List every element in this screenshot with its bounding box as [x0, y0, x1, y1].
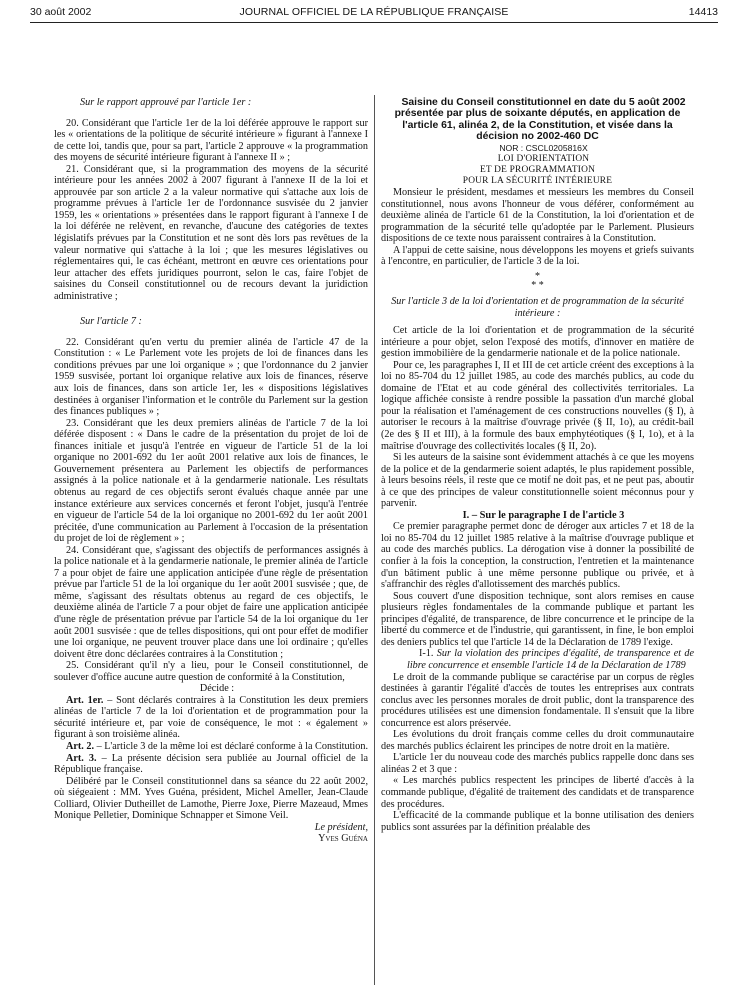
law-title-line-3: POUR LA SÉCURITÉ INTÉRIEURE: [462, 176, 613, 187]
page-header: [30, 6, 718, 22]
law-title-line-1: LOI D'ORIENTATION: [497, 154, 590, 165]
asterism: [381, 272, 694, 290]
sub-subsection-heading: [381, 648, 694, 671]
article-1-text: – Sont déclarés contraires à la Constitution les deux premiers alinéas de l'article 7 de la loi d'orientation et de programmation pour la sécurité intérieure et, par voie de conséquence, le mot : « également » figurant à son troisième alinéa.: [54, 694, 368, 741]
paragraph-24: 24. Considérant que, s'agissant des objectifs de performances assignés à la police nationale et à la gendarmerie nationale, le premier alinéa de l'article 7 a pour objet de faire une application anticipée d'une règle de présentation prévue par l'article 51 de la loi organique du 1er août 2001 susvisée ; que, de même, s'agissant des résultats obtenus au regard de ces objectifs, le deuxième alinéa de l'article 7 a pour objet de faire une application anticipée d'une règle de présentation prévue par l'article 54 de la loi organique du 1er août 2001 susvisée : que de telles dispositions, qui ont pour effet de modifier une loi organique, ne peuvent trouver place dans une loi ordinaire ; qu'elles doivent être donc déclarées contraires à la Constitution ;: [54, 544, 368, 660]
decide-heading: Décide :: [199, 683, 235, 695]
article-2: [54, 741, 368, 753]
quotation: « Les marchés publics respectent les principes de liberté d'accès à la commande publique, d'égalité de traitement des candidats et de transparence des procédures.: [381, 775, 694, 810]
paragraph-22: 22. Considérant qu'en vertu du premier alinéa de l'article 47 de la Constitution : « Le Parlement vote les projets de loi de finances dans les conditions prévues par une loi organique » ; que l'ordonnance du 2 janvier 1959 susvisée, portant loi organique relative aux lois de finances, réserve aux lois de finances, dans son article 1er, les « dispositions législatives destinées à organiser l'information et le contrôle du Parlement sur la gestion des finances publiques » ;: [54, 336, 368, 418]
sub-subsection-title: Sur la violation des principes d'égalité, de transparence et de libre concurrence et ensemble l'article 14 de la Déclaration de 1789: [407, 648, 694, 671]
paragraph: Les évolutions du droit français comme celles du droit communautaire des marchés publics éclairent les principes de notre droit en la matière.: [381, 729, 694, 752]
paragraph: Pour ce, les paragraphes I, II et III de cet article créent des exceptions à la loi no 85-704 du 12 juillet 1985, au code des marchés publics, au code du domaine de l'Etat et au code général des collectivités territoriales. La logique affichée consiste à rendre possible la passation d'un marché global pour la réalisation et l'aménagement de ces constructions nouvelles (§ I), à autoriser le recours à la maîtrise d'ouvrage privée (§ II, 1o), au crédit-bail (2e des § II et III), à la formule des baux emphytéotiques (§ I, 1o), et à la maîtrise d'ouvrage des collectivités locales (§ II, 2o).: [381, 359, 694, 452]
asterism-bottom: * *: [531, 280, 544, 291]
column-divider: [374, 95, 375, 985]
article-3-text: – La présente décision sera publiée au Journal officiel de la République française.: [54, 752, 368, 776]
paragraph: Le droit de la commande publique se caractérise par un corpus de règles destinées à garantir l'égalité d'accès de toutes les entreprises aux contrats conclus avec les personnes morales de droit public, dont la transparence des procédures utilisées est une dimension fondamentale. Il s'ensuit que la libre concurrence est alors préservée.: [381, 671, 694, 729]
right-column: [381, 97, 694, 833]
article-1: [54, 695, 368, 741]
paragraph-21: 21. Considérant que, si la programmation des moyens de la sécurité intérieure pour les années 2002 à 2007 figurant à l'annexe II de la loi et approuvée par son article 2 a la valeur normative qui s'attache aux lois de programme prévues à l'article 1er de l'ordonnance susvisée du 2 janvier 1959, les « orientations » présentées dans le rapport figurant à l'annexe I de la loi déférée ne relèvent, en revanche, d'aucune des catégories de textes législatifs prévues par la Constitution et ne sont dès lors pas revêtues de la valeur normative qui s'attache à la loi ; que les mesures législatives ou réglementaires qui, le cas échéant, mettront en œuvre ces orientations pour leur attacher des effets juridiques pourront, selon le cas, faire l'objet de saisines du Conseil constitutionnel ou de recours devant la juridiction administrative ;: [54, 163, 368, 302]
paragraph: L'efficacité de la commande publique et la bonne utilisation des deniers publics sont assurées par la définition préalable des: [381, 810, 694, 833]
article-3-label: Art. 3.: [66, 752, 97, 764]
paragraph-23: 23. Considérant que les deux premiers alinéas de l'article 7 de la loi déférée disposent : « Dans le cadre de la présentation du projet de loi de finances initiale et jusqu'à l'entrée en vigueur de l'article 51 de la loi organique no 2001-692 du 1er août 2001 relative aux lois de finances, le Gouvernement présentera au Parlement les objectifs de performances assignés à la police nationale et à la gendarmerie nationale. Les résultats obtenus au regard de ces objectifs seront évalués chaque année par une instance extérieure aux services concernés et feront l'objet, jusqu'à l'entrée en vigueur de l'article 54 de la loi organique no 2001-692 du 1er août 2001 précitée, d'une communication au Parlement à l'occasion de la présentation du projet de loi de règlement » ;: [54, 417, 368, 545]
signature-name: Yves Guéna: [318, 833, 368, 845]
section-heading: Sur l'article 3 de la loi d'orientation et de programmation de la sécurité intérieure :: [391, 296, 684, 319]
article-3: [54, 753, 368, 776]
signature-title: Le président,: [314, 821, 368, 833]
article-2-text: – L'article 3 de la même loi est déclaré conforme à la Constitution.: [94, 740, 368, 752]
article-1-label: Art. 1er.: [66, 694, 104, 706]
law-title: [381, 154, 694, 187]
law-title-line-2: ET DE PROGRAMMATION: [479, 165, 596, 176]
paragraph: Sous couvert d'une disposition technique, sont alors remises en cause plusieurs règles fondamentales de la commande publique et partant les principes d'égalité, de transparence, de libre concurrence et le principe de la liberté du commerce et de l'industrie, qui garantissent, in fine, le bon emploi des deniers publics tel que l'article 14 de la Déclaration de 1789 l'exige.: [381, 590, 694, 648]
header-date: 30 août 2002: [30, 6, 92, 18]
sub-subsection-number: I-1.: [419, 648, 434, 660]
nor-reference: NOR : CSCL0205816X: [499, 142, 588, 153]
header-journal-title: JOURNAL OFFICIEL DE LA RÉPUBLIQUE FRANÇAISE: [239, 6, 509, 18]
header-page-number: 14413: [688, 6, 718, 18]
section-heading: Sur l'article 7 :: [80, 316, 142, 328]
section-heading: Sur le rapport approuvé par l'article 1er :: [80, 97, 252, 108]
intro-paragraph-1: Monsieur le président, mesdames et messieurs les membres du Conseil constitutionnel, nous avons l'honneur de vous déférer, conformément au deuxième alinéa de l'article 61 de la Constitution, la loi d'orientation et de programmation de la sécurité telle qu'adoptée par le Parlement. Plusieurs dispositions de ce texte nous paraissent contraires à la Constitution.: [381, 187, 694, 245]
subsection-heading: I. – Sur le paragraphe I de l'article 3: [462, 509, 625, 521]
paragraph: Cet article de la loi d'orientation et de programmation de la sécurité intérieure a pour objet, selon l'exposé des motifs, d'innover en matière de gestion immobilière de la gendarmerie nationale et de la police nationale.: [381, 325, 694, 360]
saisine-title: Saisine du Conseil constitutionnel en date du 5 août 2002 présentée par plus de soixante députés, en application de l'article 61, alinéa 2, de la Constitution, et visée dans la décision no 2002-460 DC: [394, 97, 686, 143]
deliberation: Délibéré par le Conseil constitutionnel dans sa séance du 22 août 2002, où siégeaient : MM. Yves Guéna, président, Michel Ameller, Jean-Claude Colliard, Olivier Dutheillet de Lamothe, Pierre Joxe, Pierre Mazeaud, Mmes Monique Pelletier, Dominique Schnapper et Simone Veil.: [54, 775, 368, 822]
article-2-label: Art. 2.: [66, 740, 95, 752]
asterism-top: *: [535, 271, 540, 282]
left-column: [54, 97, 368, 845]
paragraph: L'article 1er du nouveau code des marchés publics rappelle donc dans ses alinéas 2 et 3 que :: [381, 752, 694, 775]
paragraph-20: 20. Considérant que l'article 1er de la loi déférée approuve le rapport sur les « orientations de la politique de sécurité intérieure » figurant à l'annexe I de cette loi, tandis que, pour sa part, l'article 2 approuve « la programmation des moyens de sécurité intérieure figurant à l'annexe II » ;: [54, 117, 368, 164]
header-rule: [30, 22, 718, 23]
paragraph-25: 25. Considérant qu'il n'y a lieu, pour le Conseil constitutionnel, de soulever d'office aucune autre question de conformité à la Constitution,: [54, 660, 368, 683]
paragraph: Ce premier paragraphe permet donc de déroger aux articles 7 et 18 de la loi no 85-704 du 12 juillet 1985 relative à la maîtrise d'ouvrage publique et au code des marchés publics. La dérogation vise à donner la possibilité de confier à la fois la conception, la construction, l'entretien et la maintenance d'un bâtiment public à une même personne publique ou privée, et à s'affranchir des règles d'allotissement des marchés publics.: [381, 521, 694, 591]
intro-paragraph-2: A l'appui de cette saisine, nous développons les moyens et griefs suivants à l'encontre, en particulier, de l'article 3 de la loi.: [381, 244, 694, 268]
paragraph: Si les auteurs de la saisine sont évidemment attachés à ce que les moyens de la police et de la gendarmerie soient adaptés, le plus rapidement possible, à leurs besoins réels, il reste que ce motif ne doit pas, et ne peut pas, aboutir à ce que des principes de valeur constitutionnelle soient méconnus pour y parvenir.: [381, 452, 694, 510]
